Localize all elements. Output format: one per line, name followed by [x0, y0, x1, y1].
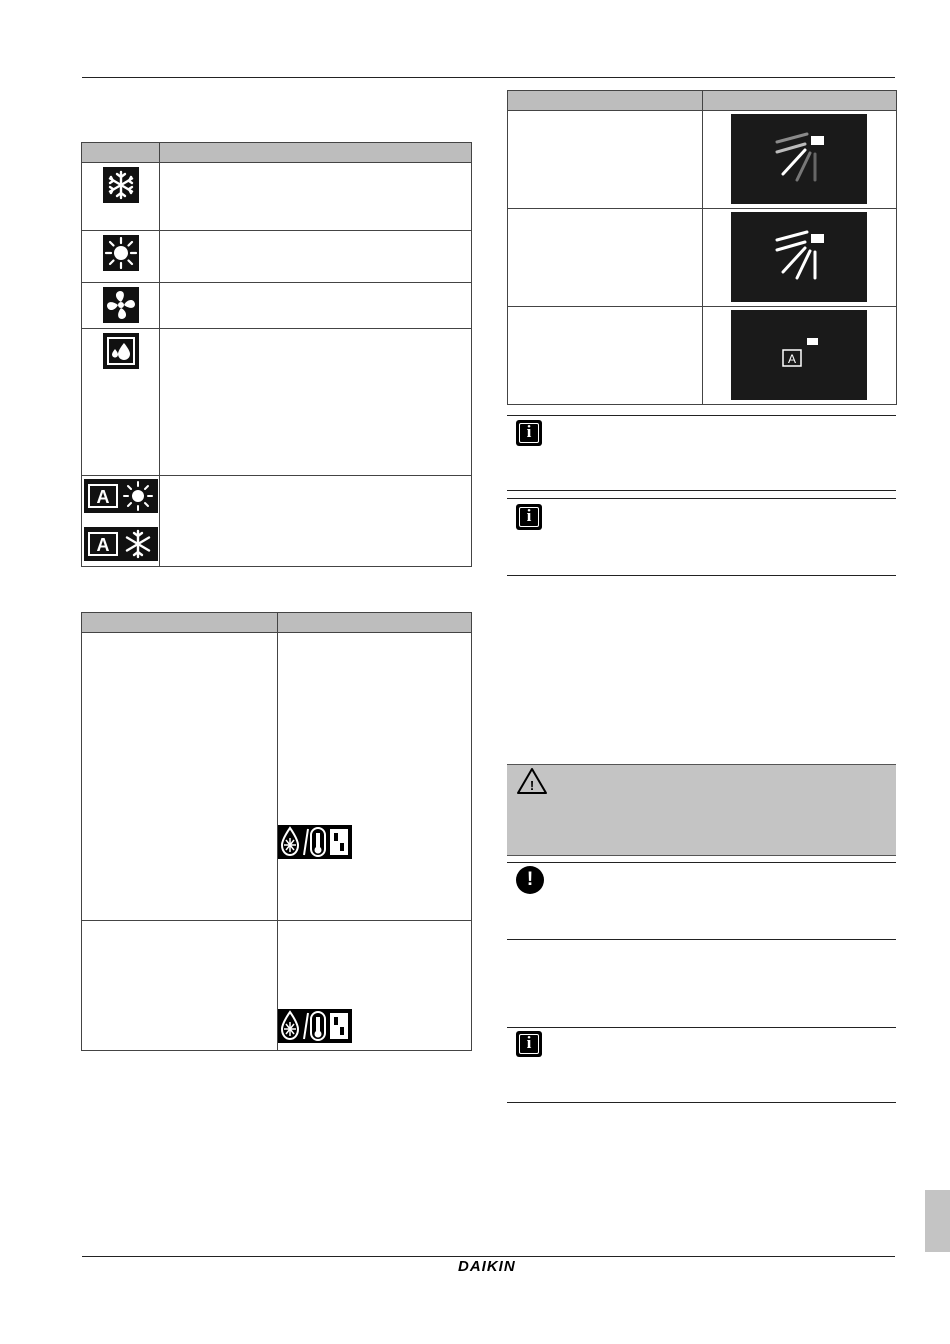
drop-icon — [103, 333, 139, 369]
info-top-rule — [507, 1027, 896, 1028]
table-cell — [508, 307, 703, 405]
table-row — [82, 283, 472, 329]
info-top-rule — [507, 498, 896, 499]
side-tab — [925, 1190, 950, 1252]
header-rule — [82, 77, 895, 78]
table-row — [82, 633, 472, 921]
fan-icon — [103, 287, 139, 323]
table-header — [508, 91, 703, 111]
cool-temp-fan-icon — [278, 825, 352, 859]
auto-heat-icon — [84, 479, 158, 513]
table-row — [82, 163, 472, 231]
info-icon: i — [516, 504, 542, 530]
svg-text:!: ! — [529, 778, 535, 793]
auto-label: A — [96, 535, 109, 555]
important-icon: ! — [516, 866, 544, 894]
auto-label: A — [96, 487, 109, 507]
warning-icon — [516, 767, 548, 795]
footer-rule — [82, 1256, 895, 1257]
table-header-row — [82, 613, 472, 633]
operation-mode-table — [81, 142, 472, 567]
table-cell — [160, 283, 472, 329]
auto-label: A — [787, 352, 797, 366]
table-header — [160, 143, 472, 163]
table-row — [508, 111, 897, 209]
control-table — [81, 612, 472, 1051]
table-header-row — [82, 143, 472, 163]
table-row — [508, 209, 897, 307]
table-row — [82, 329, 472, 476]
table-header-row — [508, 91, 897, 111]
table-row — [82, 921, 472, 1051]
table-cell — [508, 209, 703, 307]
info-bottom-rule — [507, 490, 896, 491]
table-header — [82, 613, 278, 633]
swing-display-auto — [731, 310, 867, 400]
table-cell — [160, 163, 472, 231]
info-top-rule — [507, 415, 896, 416]
table-cell — [82, 633, 278, 921]
table-cell — [160, 231, 472, 283]
daikin-logo: DAIKIN — [458, 1258, 516, 1275]
table-row — [82, 476, 472, 567]
snowflake-icon — [103, 167, 139, 203]
table-cell — [82, 921, 278, 1051]
important-top-rule — [507, 862, 896, 863]
warning-box — [507, 764, 896, 856]
table-row — [82, 231, 472, 283]
info-icon: i — [516, 420, 542, 446]
swing-table — [507, 90, 897, 405]
table-header — [278, 613, 472, 633]
swing-display-partial — [731, 114, 867, 204]
sun-icon — [103, 235, 139, 271]
table-cell — [160, 476, 472, 567]
table-header — [703, 91, 897, 111]
table-row — [508, 307, 897, 405]
auto-cool-icon — [84, 527, 158, 561]
table-header — [82, 143, 160, 163]
table-cell — [160, 329, 472, 476]
table-cell — [508, 111, 703, 209]
important-bottom-rule — [507, 939, 896, 940]
info-bottom-rule — [507, 1102, 896, 1103]
info-icon: i — [516, 1031, 542, 1057]
cool-temp-fan-icon — [278, 1009, 352, 1043]
info-bottom-rule — [507, 575, 896, 576]
swing-display-full — [731, 212, 867, 302]
